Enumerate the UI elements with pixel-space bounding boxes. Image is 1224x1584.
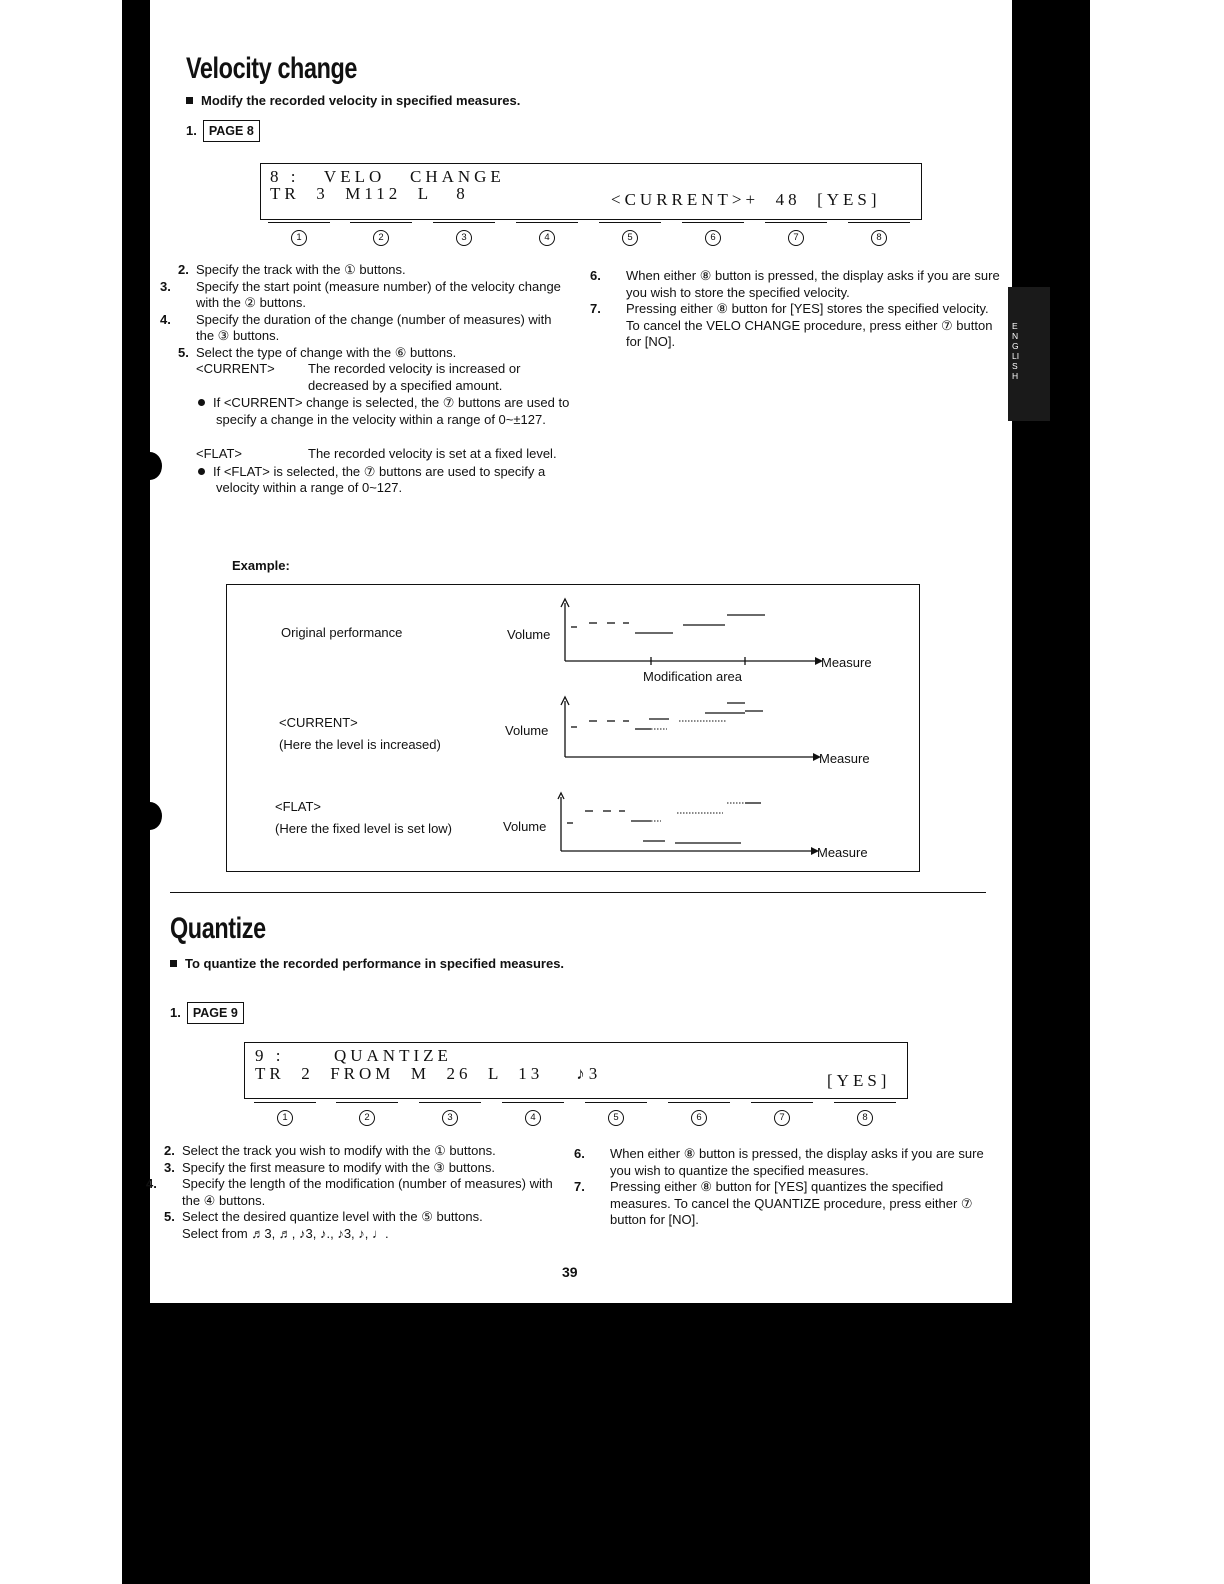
page-number: 39 — [562, 1264, 578, 1280]
bullet-dot-icon — [198, 468, 205, 475]
lcd-button-2[interactable]: 2 — [350, 222, 412, 246]
example-diagram — [226, 584, 920, 872]
step-7: 7. Pressing either ⑧ button for [YES] quantizes the specified measures. To cancel the QUANTIZE procedure, press either ⑦ button for [NO]. — [574, 1179, 973, 1227]
row2-sub: (Here the level is increased) — [279, 737, 441, 752]
square-bullet-icon — [170, 960, 177, 967]
scan-border-bottom — [122, 1303, 1090, 1584]
modification-area-label: Modification area — [643, 669, 742, 684]
quantize-lcd-display — [244, 1042, 908, 1099]
page-button-label: PAGE 8 — [203, 120, 260, 142]
current-note: If <CURRENT> change is selected, the ⑦ buttons are used to specify a change in the velocity within a range of 0~±127. — [178, 395, 572, 428]
step-5: 5. Select the desired quantize level with the ⑤ buttons. — [164, 1209, 483, 1224]
side-tab-label: ENGLISH — [1012, 321, 1020, 381]
lcd-button-8[interactable]: 8 — [848, 222, 910, 246]
lcd-button-5[interactable]: 5 — [585, 1102, 647, 1126]
manual-page — [146, 0, 1012, 1303]
section-title-quantize: Quantize — [170, 912, 266, 945]
current-definition: <CURRENT> The recorded velocity is increased or decreased by a specified amount. — [196, 361, 521, 393]
velocity-step1 — [186, 120, 260, 142]
flat-note: If <FLAT> is selected, the ⑦ buttons are used to specify a velocity within a range of 0~127. — [178, 464, 572, 497]
velocity-button-row — [268, 222, 928, 252]
quantize-step1 — [170, 1002, 244, 1024]
section-divider — [170, 892, 986, 893]
lcd-line-1: 8 : VELO CHANGE — [270, 167, 505, 186]
lcd-button-7[interactable]: 7 — [751, 1102, 813, 1126]
flat-definition: <FLAT> The recorded velocity is set at a fixed level. — [196, 446, 557, 461]
language-side-tab[interactable] — [1008, 287, 1050, 421]
lcd-right: [YES] — [827, 1071, 891, 1090]
lcd-button-4[interactable]: 4 — [502, 1102, 564, 1126]
velocity-right-steps — [590, 268, 1000, 351]
velocity-lcd-display — [260, 163, 922, 220]
lcd-button-1[interactable]: 1 — [268, 222, 330, 246]
binder-hole-icon — [138, 452, 162, 480]
binder-hole-icon — [138, 802, 162, 830]
lcd-button-3[interactable]: 3 — [419, 1102, 481, 1126]
step-2: 2. Select the track you wish to modify with the ① buttons. — [164, 1143, 496, 1158]
row2-label: <CURRENT> — [279, 715, 358, 730]
row3-sub: (Here the fixed level is set low) — [275, 821, 453, 836]
lcd-line-1: 9 : QUANTIZE — [255, 1046, 452, 1065]
square-bullet-icon — [186, 97, 193, 104]
step-number: 1. — [186, 123, 197, 138]
quantize-lead-text: To quantize the recorded performance in specified measures. — [185, 956, 565, 971]
step-4: 4. Specify the length of the modification (number of measures) with the ④ buttons. — [146, 1176, 553, 1208]
step-5: 5. Select the type of change with the ⑥ buttons. — [178, 344, 457, 360]
velocity-lead-text: Modify the recorded velocity in specified measures. — [201, 93, 521, 108]
step-7: 7. Pressing either ⑧ button for [YES] stores the specified velocity. To cancel the VELO CHANGE procedure, press either ⑦ button for [NO]. — [590, 301, 993, 349]
row1-measure: Measure — [821, 655, 872, 670]
step-3: 3. Specify the first measure to modify with the ③ buttons. — [164, 1159, 495, 1175]
lcd-button-3[interactable]: 3 — [433, 222, 495, 246]
lcd-line-2: TR 3 M112 L 8 — [270, 184, 469, 203]
step-6: 6. When either ⑧ button is pressed, the display asks if you are sure you wish to store the specified velocity. — [590, 268, 1000, 300]
lcd-button-7[interactable]: 7 — [765, 222, 827, 246]
row1-label: Original performance — [281, 625, 403, 640]
lcd-button-6[interactable]: 6 — [682, 222, 744, 246]
row2-measure: Measure — [819, 751, 870, 766]
quantize-button-row — [254, 1102, 914, 1132]
velocity-left-steps — [160, 262, 572, 497]
step-2: 2. Specify the track with the ① buttons. — [178, 262, 406, 277]
quantize-right-steps — [574, 1146, 986, 1229]
lcd-button-4[interactable]: 4 — [516, 222, 578, 246]
velocity-lead — [186, 93, 520, 108]
step-4: 4. Specify the duration of the change (number of measures) with the ③ buttons. — [160, 311, 552, 343]
lcd-line-2: TR 2 FROM M 26 L 13 ♪3 — [255, 1064, 602, 1083]
lcd-button-2[interactable]: 2 — [336, 1102, 398, 1126]
row3-volume: Volume — [503, 819, 547, 834]
row1-volume: Volume — [507, 627, 551, 642]
row2-volume: Volume — [505, 723, 549, 738]
step-6: 6. When either ⑧ button is pressed, the display asks if you are sure you wish to quantize the specified measures. — [574, 1146, 984, 1178]
section-title-velocity: Velocity change — [186, 52, 358, 85]
lcd-button-5[interactable]: 5 — [599, 222, 661, 246]
step-3: 3. Specify the start point (measure number) of the velocity change with the ② buttons. — [160, 278, 561, 310]
quantize-lead — [170, 955, 570, 972]
page-button-label: PAGE 9 — [187, 1002, 244, 1024]
lcd-button-1[interactable]: 1 — [254, 1102, 316, 1126]
lcd-button-8[interactable]: 8 — [834, 1102, 896, 1126]
row3-label: <FLAT> — [275, 799, 322, 814]
lcd-right: <CURRENT>+ 48 [YES] — [611, 190, 881, 209]
step-number: 1. — [170, 1005, 181, 1020]
quantize-left-steps — [146, 1143, 556, 1242]
bullet-dot-icon — [198, 399, 205, 406]
example-label: Example: — [232, 558, 290, 573]
select-from: Select from ♬3, ♬, ♪3, ♪., ♪3, ♪, ♩. — [182, 1225, 389, 1241]
lcd-button-6[interactable]: 6 — [668, 1102, 730, 1126]
row3-measure: Measure — [817, 845, 868, 860]
